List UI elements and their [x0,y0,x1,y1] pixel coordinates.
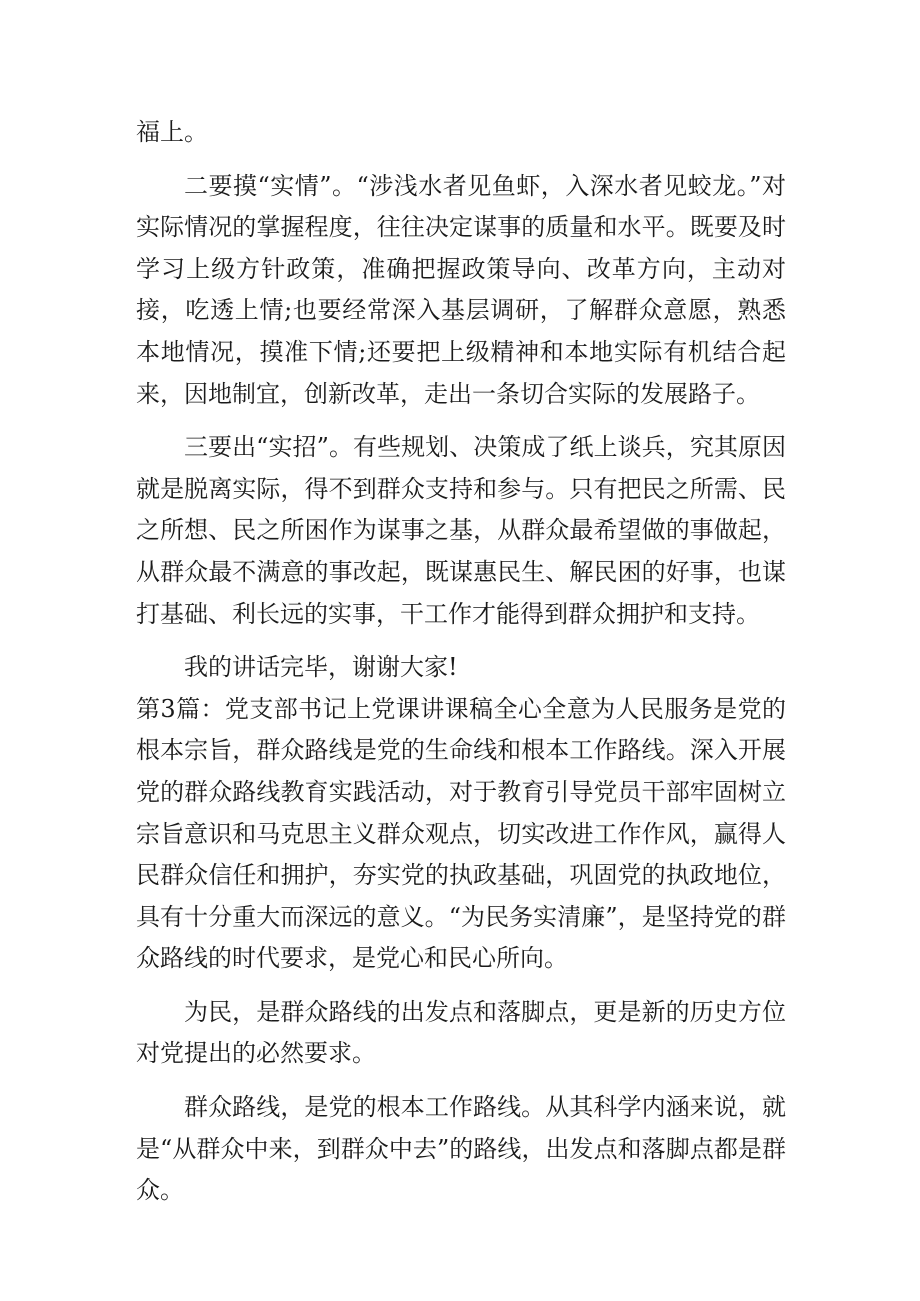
paragraph-section-3-heading: 第3篇：党支部书记上党课讲课稿全心全意为人民服务是党的根本宗旨，群众路线是党的生命线和根本工作路线。深入开展党的群众路线教育实践活动，对于教育引导党员干部牢固树立宗旨意识和马克思主义群众观点，切实改进工作作风，赢得人民群众信任和拥护，夯实党的执政基础，巩固党的执政地位，具有十分重大而深远的意义。“为民务实清廉”，是坚持党的群众路线的时代要求，是党心和民心所向。 [136,694,786,973]
paragraph-shi-qing: 二要摸“实情”。“涉浅水者见鱼虾，入深水者见蛟龙。”对实际情况的掌握程度，往往决定谋事的质量和水平。既要及时学习上级方针政策，准确把握政策导向、改革方向，主动对接，吃透上情;也要经常深入基层调研，了解群众意愿，熟悉本地情况，摸准下情;还要把上级精神和本地实际有机结合起来，因地制宜，创新改革，走出一条切合实际的发展路子。 [136,171,786,408]
paragraph-mass-line: 群众路线，是党的根本工作路线。从其科学内涵来说，就是“从群众中来，到群众中去”的路线，出发点和落脚点都是群众。 [136,1093,786,1205]
paragraph-wei-min: 为民，是群众路线的出发点和落脚点，更是新的历史方位对党提出的必然要求。 [136,997,786,1068]
paragraph-closing-remark: 我的讲话完毕，谢谢大家! [184,653,458,682]
paragraph-shi-zhao: 三要出“实招”。有些规划、决策成了纸上谈兵，究其原因就是脱离实际，得不到群众支持和参与。只有把民之所需、民之所想、民之所困作为谋事之基，从群众最希望做的事做起，从群众最不满意的事改起，既谋惠民生、解民困的好事，也谋打基础、利长远的实事，干工作才能得到群众拥护和支持。 [136,433,786,628]
paragraph-continuation: 福上。 [136,118,208,146]
document-body [136,112,786,1212]
